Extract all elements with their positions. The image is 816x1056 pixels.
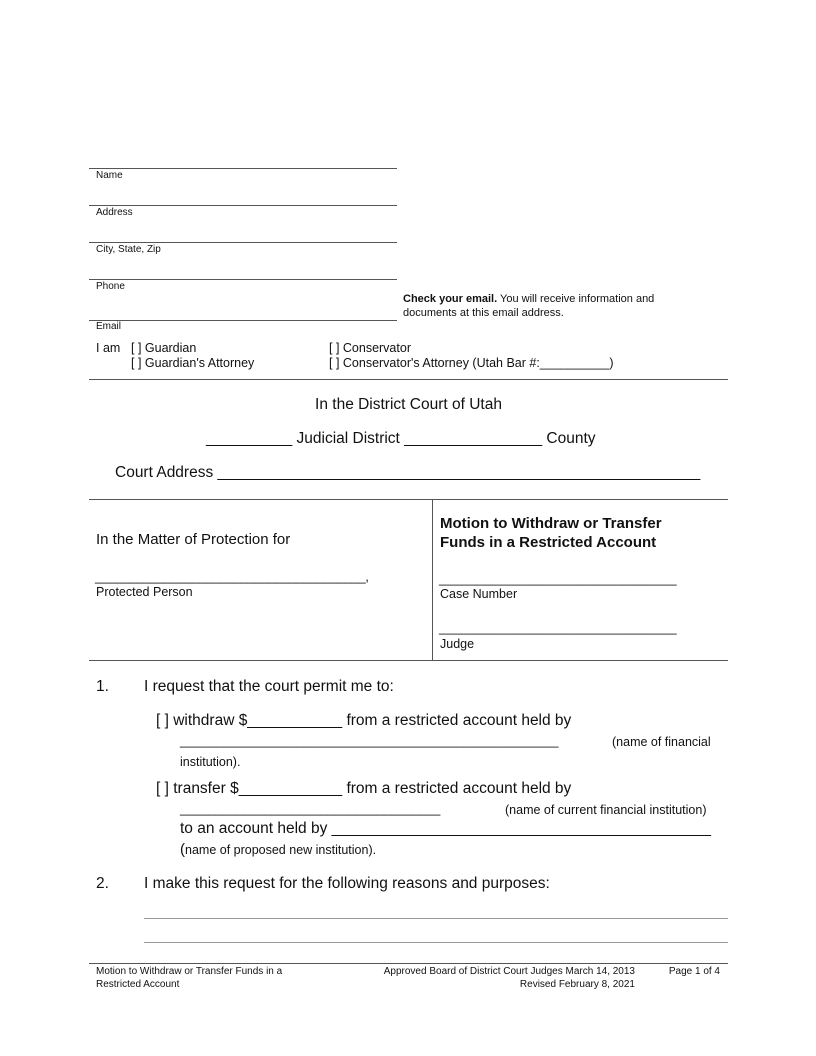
reason-line-1[interactable] [144, 918, 728, 919]
role-prefix: I am [96, 341, 121, 355]
judge-blank[interactable]: ________________________________ [439, 620, 677, 635]
footer-approved: Approved Board of District Court Judges March 14, 2013 [383, 966, 635, 977]
city-label: City, State, Zip [96, 244, 161, 255]
case-number-label: Case Number [440, 587, 518, 601]
motion-title-1: Motion to Withdraw or Transfer [440, 515, 662, 532]
item2-text: I make this request for the following reasons and purposes: [144, 875, 550, 892]
judge-label: Judge [440, 637, 475, 651]
guardian-attorney-checkbox[interactable]: [ ] Guardian's Attorney [131, 356, 255, 370]
proposed-note-text: name of proposed new institution). [185, 843, 377, 857]
address-label: Address [96, 207, 133, 218]
name-line [89, 168, 397, 169]
item1-number: 1. [96, 678, 109, 695]
transfer-proposed-note [180, 841, 376, 859]
withdraw-institution-note: (name of financial [612, 735, 711, 749]
address-line [89, 205, 397, 206]
item2-number: 2. [96, 875, 109, 892]
email-note-line1: You will receive information and [497, 293, 655, 305]
conservator-attorney-checkbox[interactable]: [ ] Conservator's Attorney (Utah Bar #:__________) [329, 356, 614, 370]
transfer-current-institution-note: (name of current financial institution) [505, 803, 707, 817]
email-note [403, 292, 654, 320]
footer-title-1: Motion to Withdraw or Transfer Funds in a [96, 966, 283, 977]
conservator-checkbox[interactable]: [ ] Conservator [329, 341, 411, 355]
phone-label: Phone [96, 281, 125, 292]
footer-page: Page 1 of 4 [668, 966, 720, 977]
item1-text: I request that the court permit me to: [144, 678, 394, 695]
proposed-paren: ( [180, 841, 185, 858]
reason-line-2[interactable] [144, 942, 728, 943]
guardian-checkbox[interactable]: [ ] Guardian [131, 341, 197, 355]
email-line [89, 320, 397, 321]
footer-title-2: Restricted Account [96, 979, 180, 990]
email-note-line2: documents at this email address. [403, 307, 564, 319]
caption-divider [432, 499, 433, 660]
withdraw-institution-blank[interactable]: ____________________________________________________ [180, 733, 559, 748]
footer-line [89, 963, 728, 964]
case-number-blank[interactable]: ________________________________ [439, 571, 677, 586]
transfer-to-account-line[interactable]: to an account held by ____________________________________________ [180, 820, 711, 837]
district-line: __________ Judicial District ________________ County [206, 430, 596, 447]
transfer-option[interactable]: [ ] transfer $____________ from a restricted account held by [156, 780, 572, 797]
withdraw-option[interactable]: [ ] withdraw $___________ from a restricted account held by [156, 712, 572, 729]
header-divider [89, 379, 728, 380]
name-label: Name [96, 170, 123, 181]
phone-line [89, 279, 397, 280]
protected-person-label: Protected Person [96, 585, 193, 599]
withdraw-institution-note-2: institution). [180, 755, 241, 769]
court-title: In the District Court of Utah [315, 396, 502, 413]
court-address-line: Court Address ________________________________________________________ [115, 464, 701, 481]
motion-title-2: Funds in a Restricted Account [440, 534, 657, 551]
caption-top-line [89, 499, 728, 500]
caption-bottom-line [89, 660, 728, 661]
email-note-bold: Check your email. [403, 293, 498, 305]
transfer-current-institution-blank[interactable]: _____________________________________ [180, 801, 441, 816]
protected-person-blank[interactable]: _______________________________________, [95, 569, 369, 584]
city-line [89, 242, 397, 243]
footer-revised: Revised February 8, 2021 [519, 979, 635, 990]
email-label: Email [96, 321, 122, 332]
matter-label: In the Matter of Protection for [96, 531, 291, 548]
